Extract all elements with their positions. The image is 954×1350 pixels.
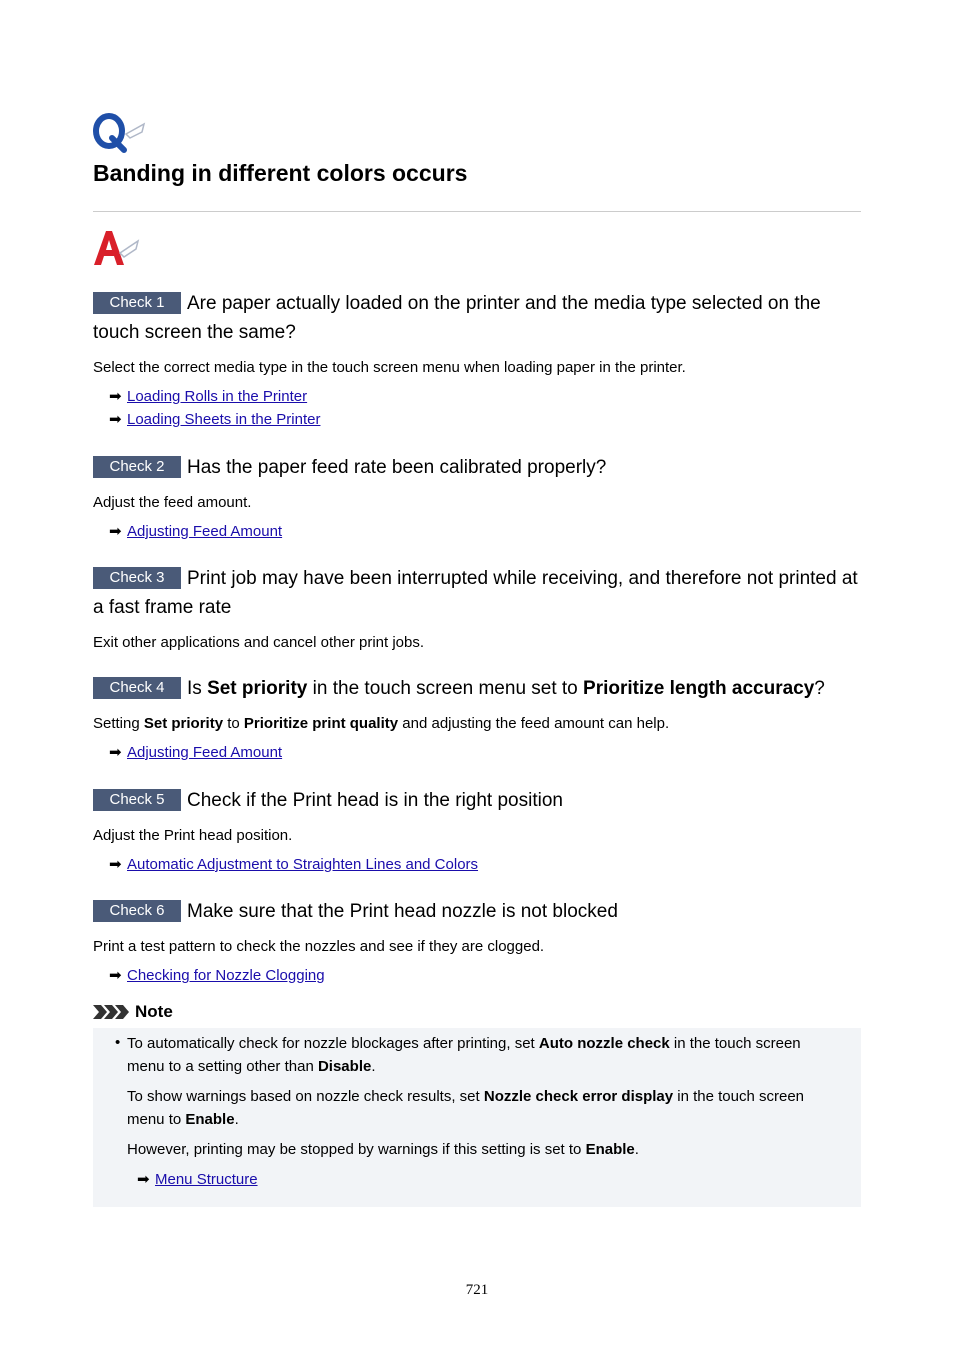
link-adjusting-feed-amount[interactable]: Adjusting Feed Amount	[127, 744, 283, 761]
arrow-right-icon: ➡	[109, 856, 122, 873]
link-menu-structure[interactable]: Menu Structure	[155, 1171, 258, 1188]
question-icon	[92, 112, 148, 154]
link-automatic-adjustment[interactable]: Automatic Adjustment to Straighten Lines and Colors	[127, 856, 479, 873]
check-4-section	[93, 674, 861, 764]
bullet: •	[115, 1034, 121, 1051]
note-text: .	[634, 1141, 639, 1158]
check-body: Adjust the feed amount.	[93, 494, 252, 511]
body-bold: Set priority	[143, 715, 224, 732]
check-6-section	[93, 897, 861, 987]
check-heading	[93, 564, 861, 622]
arrow-right-icon: ➡	[137, 1171, 150, 1188]
page-title: Banding in different colors occurs	[93, 160, 468, 186]
check-heading	[93, 674, 861, 703]
note-chevrons-icon	[93, 1004, 131, 1020]
note-paragraph	[127, 1138, 837, 1161]
page-number: 721	[465, 1282, 489, 1298]
check-heading-text: Has the paper feed rate been calibrated properly?	[187, 457, 607, 478]
check-5-section	[93, 786, 861, 876]
arrow-right-icon: ➡	[109, 967, 122, 984]
check-body: Print a test pattern to check the nozzles and see if they are clogged.	[93, 938, 545, 955]
arrow-right-icon: ➡	[109, 523, 122, 540]
note-bold: Nozzle check error display	[483, 1088, 674, 1105]
check-heading	[93, 289, 861, 347]
heading-bold: Prioritize length accuracy	[583, 678, 815, 699]
check-badge: Check 2	[93, 456, 181, 478]
note-paragraph	[127, 1032, 837, 1078]
check-heading-text: Check if the Print head is in the right position	[187, 790, 563, 811]
check-2-section	[93, 453, 861, 543]
heading-text: in the touch screen menu set to	[307, 678, 584, 699]
check-heading	[93, 897, 861, 926]
check-badge: Check 5	[93, 789, 181, 811]
note-text: To show warnings based on nozzle check results, set	[127, 1088, 484, 1105]
note-text: To automatically check for nozzle blockages after printing, set	[127, 1035, 539, 1052]
check-body: Select the correct media type in the touch screen menu when loading paper in the printer.	[93, 359, 686, 376]
note-bold: Auto nozzle check	[538, 1035, 670, 1052]
title-divider	[93, 211, 861, 212]
body-bold: Prioritize print quality	[243, 715, 399, 732]
note-box	[93, 1028, 861, 1207]
check-body: Adjust the Print head position.	[93, 827, 293, 844]
note-paragraph	[127, 1085, 837, 1131]
heading-text: Is	[187, 678, 208, 699]
note-text: .	[371, 1058, 376, 1075]
check-3-section	[93, 564, 861, 654]
check-heading-text: Make sure that the Print head nozzle is not blocked	[187, 901, 618, 922]
arrow-right-icon: ➡	[109, 388, 122, 405]
note-text: in the touch screen menu to a setting other than	[127, 1035, 801, 1075]
note-bold: Disable	[317, 1058, 372, 1075]
check-heading	[93, 453, 861, 482]
body-text: and adjusting the feed amount can help.	[398, 715, 670, 732]
heading-bold: Set priority	[207, 678, 308, 699]
check-heading	[93, 786, 861, 815]
body-text: to	[223, 715, 244, 732]
link-item	[109, 964, 861, 987]
link-loading-sheets[interactable]: Loading Sheets in the Printer	[127, 411, 321, 428]
note-title: Note	[135, 1002, 173, 1021]
link-item	[109, 741, 861, 764]
arrow-right-icon: ➡	[109, 744, 122, 761]
note-text: in the touch screen menu to	[127, 1088, 805, 1128]
link-item	[109, 408, 861, 431]
heading-text: ?	[814, 678, 825, 699]
note-link-line	[137, 1168, 837, 1191]
answer-icon	[92, 229, 142, 269]
check-heading-text: Print job may have been interrupted while receiving, and therefore not printed at a fast frame rate	[93, 568, 858, 618]
check-heading-text: Are paper actually loaded on the printer and the media type selected on the touch screen the same?	[93, 293, 821, 343]
check-badge: Check 4	[93, 677, 181, 699]
note-item	[127, 1032, 837, 1198]
link-checking-nozzle-clogging[interactable]: Checking for Nozzle Clogging	[127, 967, 325, 984]
note-bold: Enable	[185, 1111, 235, 1128]
check-body	[93, 713, 861, 735]
body-text: Setting	[93, 715, 144, 732]
note-text: However, printing may be stopped by warnings if this setting is set to	[127, 1141, 586, 1158]
link-item	[109, 853, 861, 876]
arrow-right-icon: ➡	[109, 411, 122, 428]
check-badge: Check 1	[93, 292, 181, 314]
note-text: .	[234, 1111, 239, 1128]
check-badge: Check 3	[93, 567, 181, 589]
link-item	[109, 520, 861, 543]
link-loading-rolls[interactable]: Loading Rolls in the Printer	[127, 388, 308, 405]
link-item	[109, 385, 861, 408]
check-1-section	[93, 289, 861, 431]
note-bold: Enable	[585, 1141, 635, 1158]
check-body: Exit other applications and cancel other print jobs.	[93, 634, 425, 651]
note-heading	[93, 1002, 173, 1022]
check-badge: Check 6	[93, 900, 181, 922]
link-adjusting-feed-amount[interactable]: Adjusting Feed Amount	[127, 523, 283, 540]
